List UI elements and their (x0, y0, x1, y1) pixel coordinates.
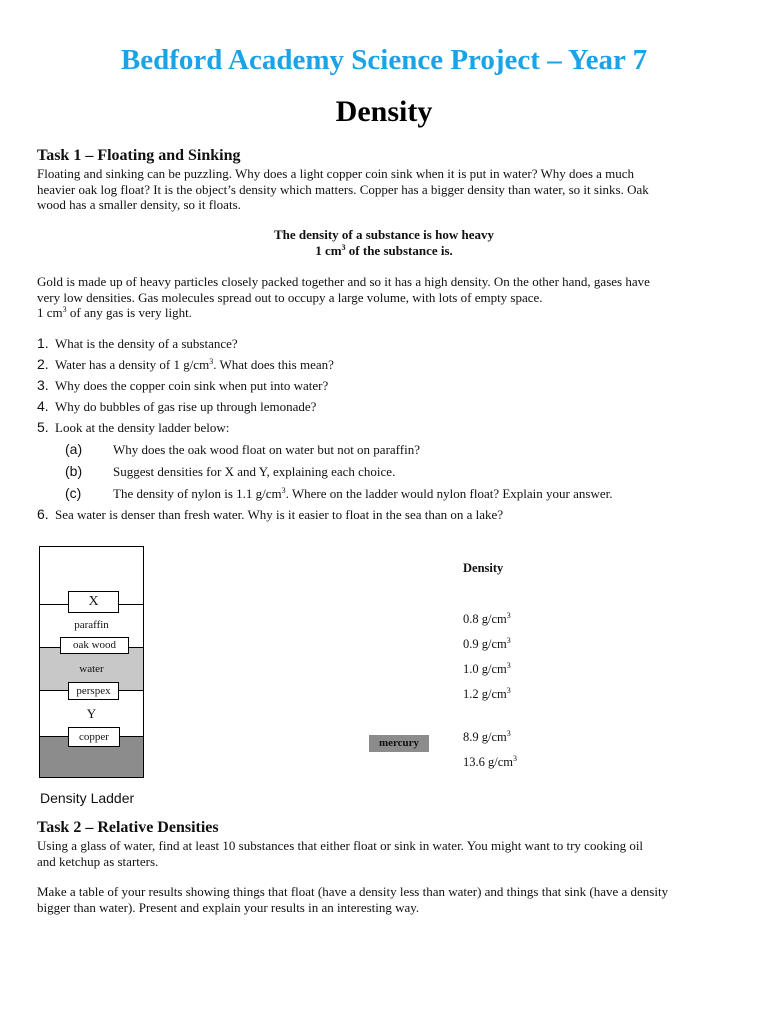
ladder-y-label: Y (86, 706, 97, 721)
density-value: 1.0 (463, 662, 479, 676)
ladder-copper-box: copper (68, 727, 120, 747)
task1-heading: Task 1 – Floating and Sinking (37, 147, 241, 164)
question-5c (37, 482, 757, 504)
definition-line-1: The density of a substance is how heavy (274, 227, 494, 242)
density-value: 13.6 (463, 755, 485, 769)
superscript: 3 (506, 686, 511, 695)
ladder-paraffin-label: paraffin (74, 619, 109, 631)
question-1 (37, 333, 757, 354)
density-unit: g/cm (481, 637, 507, 651)
density-value-row (463, 612, 511, 627)
density-value: 1.2 (463, 687, 479, 701)
density-value-row (463, 755, 517, 770)
superscript: 3 (209, 357, 214, 366)
superscript: 3 (506, 729, 511, 738)
page-title: Bedford Academy Science Project – Year 7 (120, 44, 648, 76)
question-text: Water has a density of 1 g/cm (55, 357, 210, 372)
question-6 (37, 504, 757, 525)
superscript: 3 (341, 242, 346, 252)
task2-line: Using a glass of water, find at least 10 substances that either float or sink in water. You might want to try cooking oil (37, 838, 644, 853)
density-value-row (463, 637, 511, 652)
question-text: Why does the copper coin sink when put into water? (55, 378, 329, 393)
gas-text: 1 cm (37, 305, 63, 320)
task2-paragraph-2 (37, 884, 747, 915)
task2-paragraph-1 (37, 838, 747, 869)
superscript: 3 (62, 305, 67, 314)
density-value-row (463, 687, 511, 702)
density-heading: Density (463, 561, 504, 575)
question-text: Sea water is denser than fresh water. Why is it easier to float in the sea than on a lake? (55, 507, 504, 522)
subquestion-text: Why does the oak wood float on water but not on paraffin? (113, 442, 420, 457)
gas-line (37, 305, 737, 321)
density-ladder (39, 546, 144, 778)
ladder-oak-wood-box: oak wood (60, 637, 129, 654)
task2-line: and ketchup as starters. (37, 853, 159, 869)
task1-intro (37, 166, 737, 213)
question-5b (37, 460, 757, 482)
question-text: What is the density of a substance? (55, 336, 238, 351)
subquestion-label: (a) (65, 441, 83, 457)
task1-intro-line: Floating and sinking can be puzzling. Why does a light copper coin sink when it is put in water? Why does a much (37, 166, 635, 181)
subquestion-text: . Where on the ladder would nylon float? Explain your answer. (285, 486, 613, 501)
task1-intro-line: heavier oak log float? It is the object’s density which matters. Copper has a bigger density than water, so it sinks. Oak (37, 181, 649, 197)
density-unit: g/cm (481, 612, 507, 626)
gas-text: of any gas is very light. (66, 305, 192, 320)
subquestion-label: (c) (65, 485, 82, 501)
question-text: Look at the density ladder below: (55, 420, 230, 435)
question-text: . What does this mean? (213, 357, 334, 372)
density-unit: g/cm (481, 687, 507, 701)
question-number: 1. (37, 335, 49, 351)
mercury-label: mercury (369, 735, 429, 752)
subquestion-label: (b) (65, 463, 83, 479)
density-value-row (463, 730, 511, 745)
ladder-x-box: X (68, 591, 119, 613)
definition-text: 1 cm (315, 242, 342, 258)
superscript: 3 (281, 486, 286, 495)
density-value: 0.9 (463, 637, 479, 651)
question-number: 6. (37, 506, 49, 522)
task2-line: Make a table of your results showing things that float (have a density less than water) and things that sink (have a density (37, 884, 669, 899)
question-5 (37, 417, 757, 438)
question-3 (37, 375, 757, 396)
task2-heading: Task 2 – Relative Densities (37, 819, 219, 836)
question-text: Why do bubbles of gas rise up through lemonade? (55, 399, 317, 414)
ladder-perspex-box: perspex (68, 682, 119, 700)
subquestion-text: The density of nylon is 1.1 g/cm (113, 486, 282, 501)
subquestion-text: Suggest densities for X and Y, explaining each choice. (113, 464, 396, 479)
superscript: 3 (506, 636, 511, 645)
question-5a (37, 438, 757, 460)
gold-line: Gold is made up of heavy particles closely packed together and so it has a high density. On the other hand, gases have (37, 274, 650, 289)
question-number: 3. (37, 377, 49, 393)
definition-text: of the substance is. (345, 242, 453, 258)
ladder-caption: Density Ladder (40, 790, 135, 806)
superscript: 3 (513, 754, 517, 763)
density-value-row (463, 662, 511, 677)
task1-intro-line: wood has a smaller density, so it floats. (37, 197, 241, 212)
density-unit: g/cm (481, 662, 507, 676)
density-value: 8.9 (463, 730, 479, 744)
superscript: 3 (506, 611, 511, 620)
definition-box (0, 227, 768, 258)
gold-paragraph (37, 274, 737, 321)
task2-line: bigger than water). Present and explain your results in an interesting way. (37, 899, 420, 915)
density-unit: g/cm (488, 755, 513, 769)
page-subtitle: Density (335, 95, 433, 128)
question-number: 5. (37, 419, 49, 435)
gold-line: very low densities. Gas molecules spread out to occupy a large volume, with lots of empty space. (37, 289, 543, 305)
superscript: 3 (506, 661, 511, 670)
density-value: 0.8 (463, 612, 479, 626)
ladder-water-label: water (79, 663, 104, 675)
question-number: 4. (37, 398, 49, 414)
definition-line-2 (0, 243, 768, 259)
density-unit: g/cm (481, 730, 507, 744)
question-number: 2. (37, 356, 49, 372)
question-list (37, 333, 757, 525)
question-4 (37, 396, 757, 417)
question-2 (37, 354, 757, 375)
